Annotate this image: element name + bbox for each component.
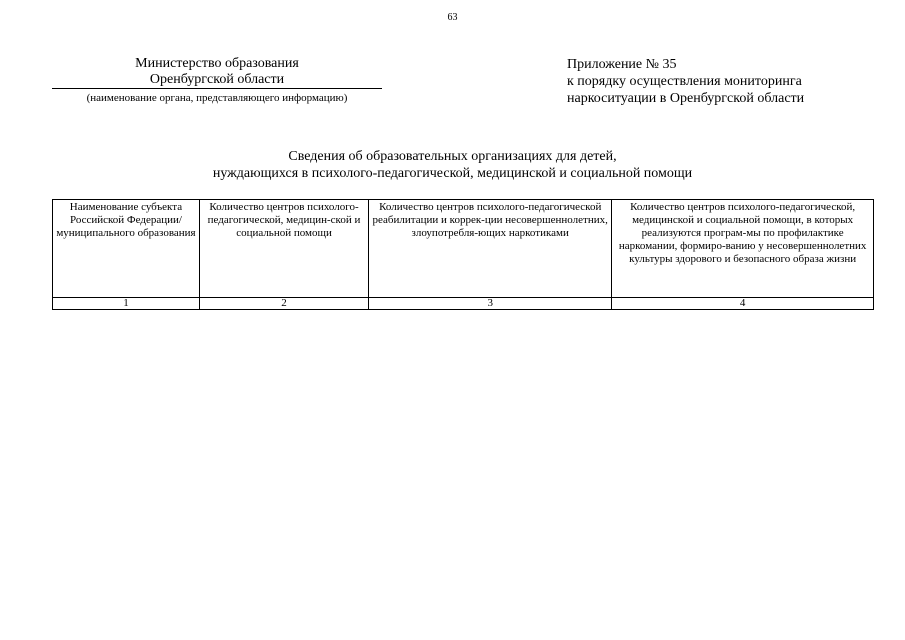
title-line-1: Сведения об образовательных организациях для детей, <box>288 149 617 164</box>
header-cell-centers-count: Количество центров психолого-педагогической, медицин-ской и социальной помощи <box>199 200 368 298</box>
header-cell-rehab-centers-count: Количество центров психолого-педагогической реабилитации и коррек-ции несовершеннолетних, злоупотребля-ющих наркотиками <box>369 200 612 298</box>
title-line-2: нуждающихся в психолого-педагогической, медицинской и социальной помощи <box>212 166 693 181</box>
appendix-block <box>567 56 887 107</box>
header-cell-prevention-centers-count: Количество центров психолого-педагогической, медицинской и социальной помощи, в которых реализуются програм-мы по профилактике наркомании, формиро-ванию у несовершеннолетних культуры здорового и безопасного образа жизни <box>612 200 874 298</box>
appendix-line-3: наркоситуации в Оренбургской области <box>567 91 805 106</box>
data-table <box>52 199 874 310</box>
document-title <box>0 148 905 182</box>
header-cell-region: Наименование субъекта Российской Федерации/ муниципального образования <box>53 200 200 298</box>
table-row <box>53 298 874 310</box>
column-number-2: 2 <box>199 298 368 310</box>
organization-line-1: Министерство образования <box>135 56 299 71</box>
organization-caption: (наименование органа, представляющего информацию) <box>86 92 348 104</box>
appendix-line-2: к порядку осуществления мониторинга <box>567 74 802 89</box>
organization-block <box>52 56 382 105</box>
column-number-1: 1 <box>53 298 200 310</box>
organization-line-2: Оренбургской области <box>52 72 382 89</box>
column-number-4: 4 <box>612 298 874 310</box>
column-number-3: 3 <box>369 298 612 310</box>
table-header-row <box>53 200 874 298</box>
page-number: 63 <box>447 12 458 23</box>
appendix-line-1: Приложение № 35 <box>567 57 677 72</box>
